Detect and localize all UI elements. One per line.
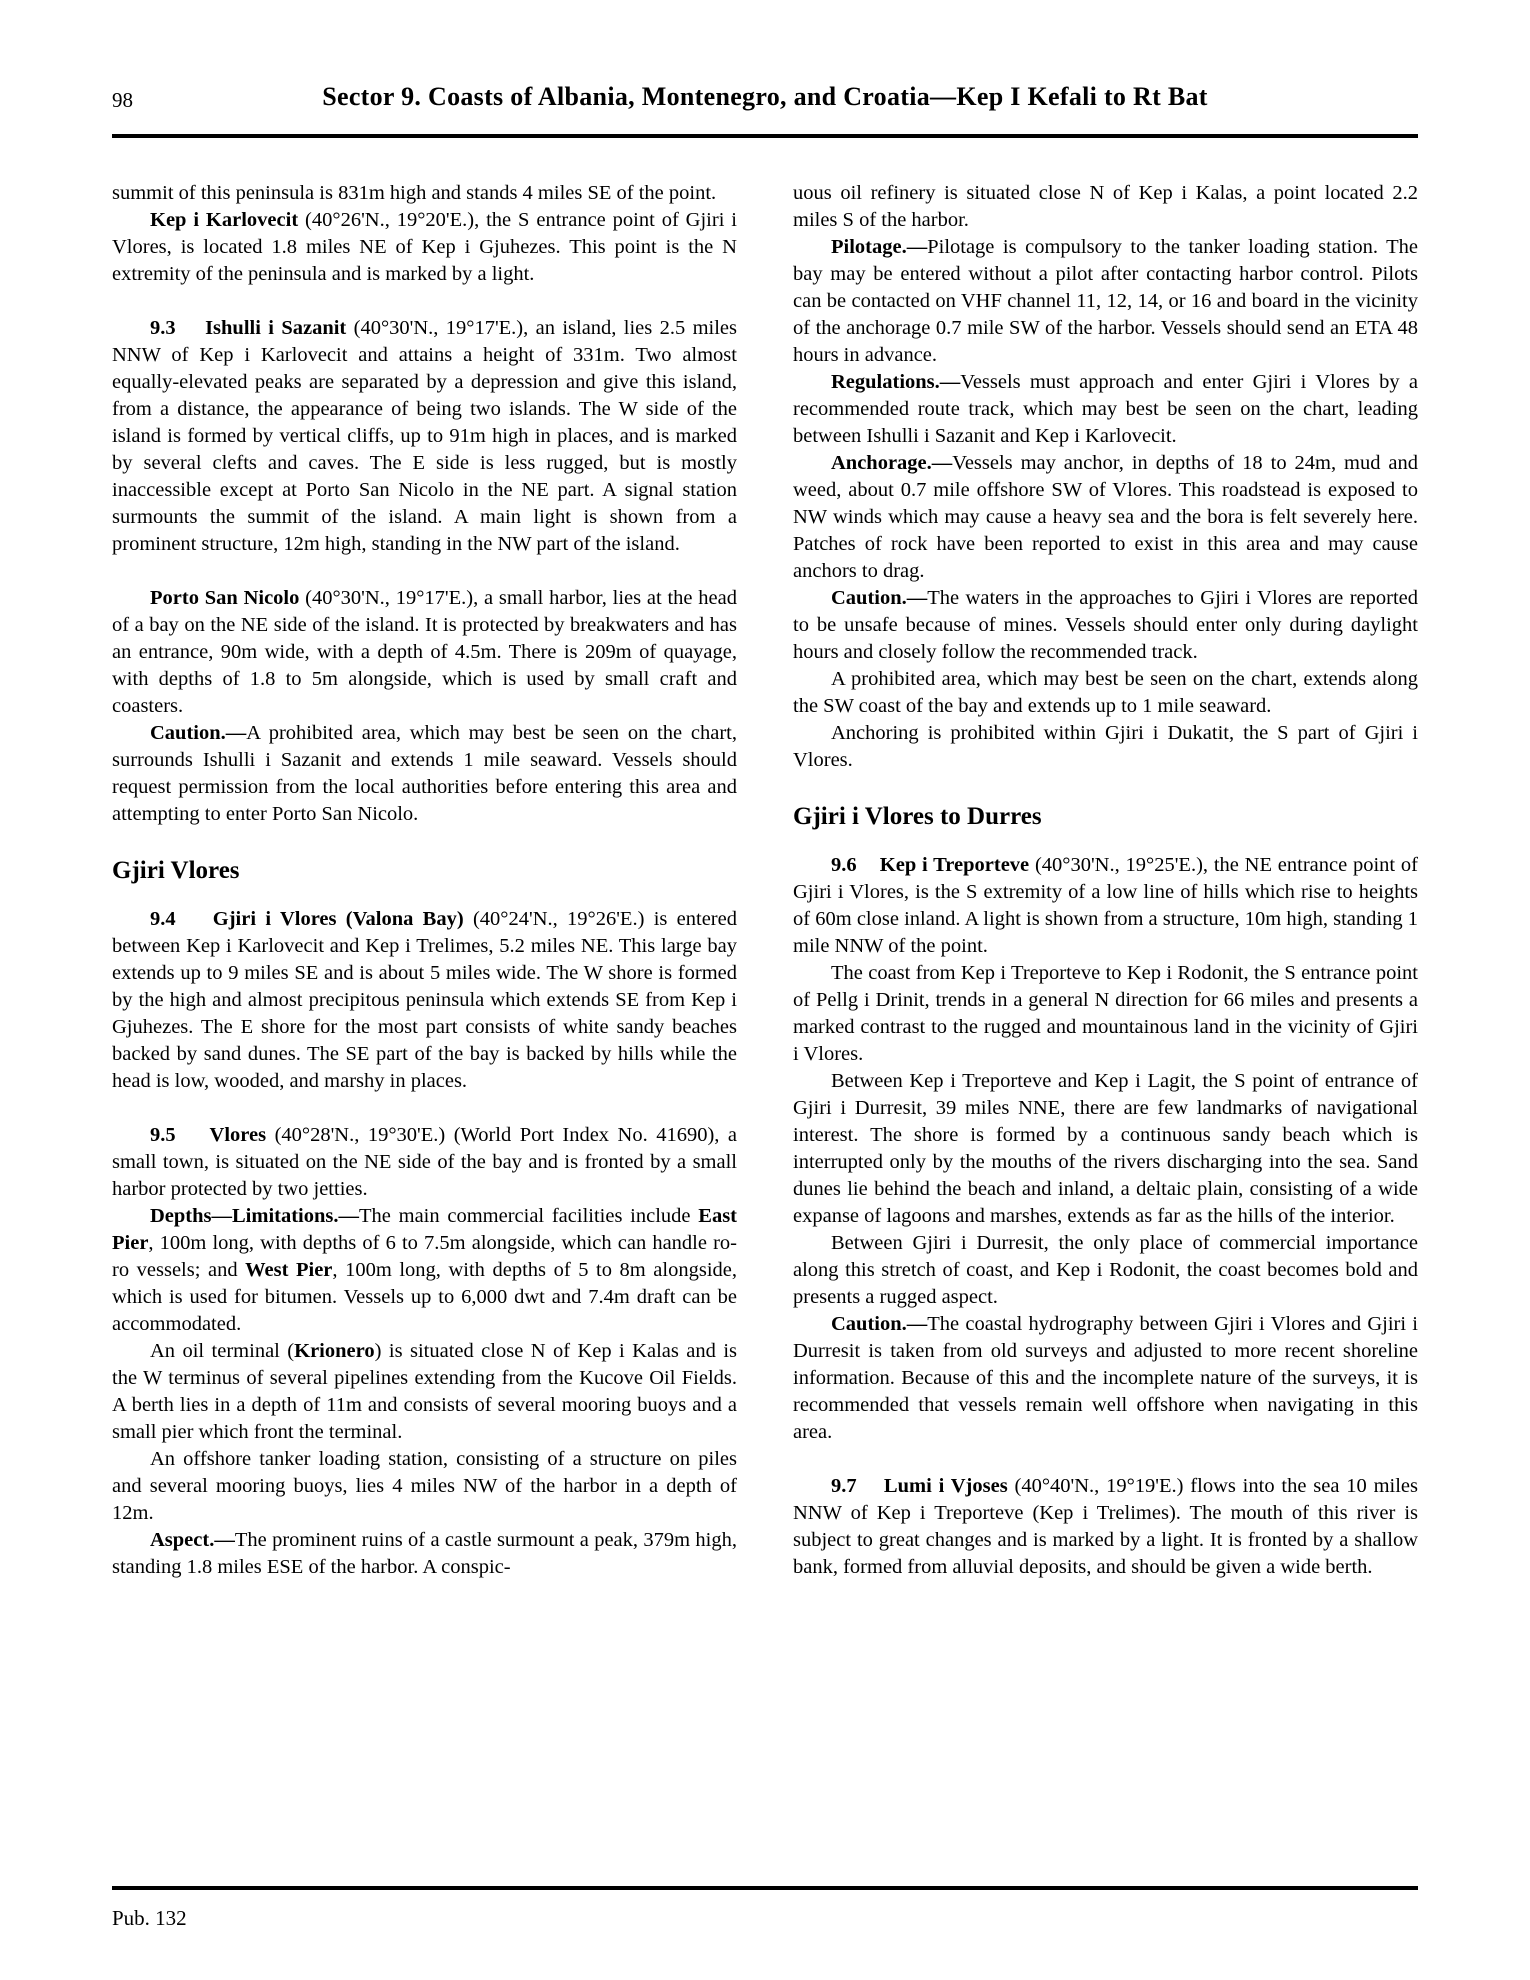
paragraph bbox=[793, 1068, 1418, 1230]
paragraph-text: (40°30'N., 19°17'E.), an island, lies 2.5 miles NNW of Kep i Karlovecit and attains a height of 331m. Two almost equally-elevated peaks are separated by a depression and give this island, from a distance, the appearance of being two islands. The W side of the island is formed by vertical cliffs, up to 91m high in places, and is marked by several clefts and caves. The E side is less rugged, but is mostly inaccessible except at Porto San Nicolo in the NE part. A signal station surmounts the summit of the island. A main light is shown from a prominent structure, 12m high, standing in the NW part of the island. bbox=[112, 317, 738, 555]
paragraph-text: Between Gjiri i Durresit, the only place of commercial importance along this stretch of coast, and Kep i Rodonit, the coast becomes bold and presents a rugged aspect. bbox=[793, 1232, 1418, 1308]
paragraph-text: A prohibited area, which may best be seen on the chart, extends along the SW coast of the bay and extends up to 1 mile seaward. bbox=[793, 668, 1418, 717]
paragraph-text: Between Kep i Treporteve and Kep i Lagit, the S point of entrance of Gjiri i Durresit, 39 miles NNE, there are few landmarks of navigational interest. The shore is formed by a continuous sandy beach which is interrupted only by the mouths of the rivers discharging into the sea. Sand dunes lie behind the beach and inland, a deltaic plain, consisting of a wide expanse of lagoons and marshes, extends as far as the hills of the interior. bbox=[793, 1070, 1418, 1227]
paragraph-lead-text: East Pier bbox=[112, 1205, 737, 1254]
footer-publication: Pub. 132 bbox=[112, 1906, 187, 1930]
paragraph-text: (40°30'N., 19°25'E.), the NE entrance point of Gjiri i Vlores, is the S extremity of a low line of hills which rise to heights of 60m close inland. A light is shown from a structure, 10m high, standing 1 mile NNW of the point. bbox=[793, 854, 1418, 957]
paragraph bbox=[793, 1311, 1418, 1446]
paragraph-text: (40°40'N., 19°19'E.) flows into the sea 10 miles NNW of Kep i Treporteve (Kep i Trelimes). The mouth of this river is subject to great changes and is marked by a light. It is fronted by a shallow bank, formed from alluvial deposits, and should be given a wide berth. bbox=[793, 1475, 1418, 1578]
paragraph bbox=[793, 720, 1418, 774]
paragraph bbox=[793, 369, 1418, 450]
paragraph-text: , 100m long, with depths of 5 to 8m alongside, which is used for bitumen. Vessels up to 6,000 dwt and 7.4m draft can be accommodated. bbox=[112, 1259, 737, 1335]
paragraph-lead-text: 9.7 Lumi i Vjoses bbox=[831, 1475, 1008, 1497]
paragraph-text: The coast from Kep i Treporteve to Kep i Rodonit, the S entrance point of Pellg i Drinit, trends in a general N direction for 66 miles and presents a marked contrast to the rugged and mountainous land in the vicinity of Gjiri i Vlores. bbox=[793, 962, 1418, 1065]
paragraph-lead-text: 9.4 Gjiri i Vlores (Valona Bay) bbox=[150, 908, 464, 930]
paragraph-lead-text: Krionero bbox=[294, 1340, 375, 1362]
paragraph bbox=[112, 315, 737, 558]
page-number: 98 bbox=[112, 88, 133, 112]
paragraph-text: (40°24'N., 19°26'E.) is entered between Kep i Karlovecit and Kep i Trelimes, 5.2 miles NE. This large bay extends up to 9 miles SE and is about 5 miles wide. The W shore is formed by the high and almost precipitous peninsula which extends SE from Kep i Gjuhezes. The E shore for the most part consists of white sandy beaches backed by sand dunes. The SE part of the bay is backed by hills while the head is low, wooded, and marshy in places. bbox=[112, 908, 737, 1092]
paragraph-text: An oil terminal ( bbox=[150, 1340, 295, 1362]
paragraph bbox=[112, 1122, 737, 1203]
section-heading: Gjiri i Vlores to Durres bbox=[793, 803, 1042, 830]
paragraph-lead-text: 9.3 Ishulli i Sazanit bbox=[150, 317, 347, 339]
paragraph-lead-text: Caution.— bbox=[831, 1313, 928, 1335]
paragraph bbox=[112, 1338, 737, 1446]
paragraph-lead-text: Porto San Nicolo bbox=[150, 587, 300, 609]
paragraph bbox=[112, 585, 737, 720]
paragraph-text: The main commercial facilities include bbox=[359, 1205, 699, 1227]
paragraph bbox=[112, 180, 737, 207]
paragraph bbox=[793, 666, 1418, 720]
paragraph-text: uous oil refinery is situated close N of Kep i Kalas, a point located 2.2 miles S of the harbor. bbox=[793, 182, 1418, 231]
header-divider bbox=[112, 134, 1418, 138]
paragraph-text: Pilotage is compulsory to the tanker loading station. The bay may be entered without a pilot after contacting harbor control. Pilots can be contacted on VHF channel 11, 12, 14, or 16 and board in the vicinity of the anchorage 0.7 mile SW of the harbor. Vessels should send an ETA 48 hours in advance. bbox=[793, 236, 1418, 366]
paragraph-text: Vessels may anchor, in depths of 18 to 24m, mud and weed, about 0.7 mile offshore SW of Vlores. This roadstead is exposed to NW winds which may cause a heavy sea and the bora is felt severely here. Patches of rock have been reported to exist in this area and may cause anchors to drag. bbox=[793, 452, 1418, 582]
section-heading: Gjiri Vlores bbox=[112, 857, 240, 884]
column-left bbox=[112, 180, 737, 1876]
paragraph-text: (40°30'N., 19°17'E.), a small harbor, lies at the head of a bay on the NE side of the island. It is protected by breakwaters and has an entrance, 90m wide, with a depth of 4.5m. There is 209m of quayage, with depths of 1.8 to 5m alongside, which is used by small craft and coasters. bbox=[112, 587, 738, 717]
paragraph bbox=[793, 960, 1418, 1068]
paragraph bbox=[793, 1473, 1418, 1581]
paragraph bbox=[793, 585, 1418, 666]
paragraph bbox=[112, 1527, 737, 1581]
paragraph-text: The prominent ruins of a castle surmount a peak, 379m high, standing 1.8 miles ESE of the harbor. A conspic- bbox=[112, 1529, 737, 1578]
paragraph bbox=[112, 1203, 737, 1338]
paragraph bbox=[112, 207, 737, 288]
column-right bbox=[793, 180, 1418, 1876]
paragraph-text: An offshore tanker loading station, consisting of a structure on piles and several mooring buoys, lies 4 miles NW of the harbor in a depth of 12m. bbox=[112, 1448, 737, 1524]
paragraph-text: (40°28'N., 19°30'E.) (World Port Index No. 41690), a small town, is situated on the NE side of the bay and is fronted by a small harbor protected by two jetties. bbox=[112, 1124, 737, 1200]
paragraph-text: The coastal hydrography between Gjiri i Vlores and Gjiri i Durresit is taken from old surveys and adjusted to more recent shoreline information. Because of this and the incomplete nature of the surveys, it is recommended that vessels remain well offshore when navigating in this area. bbox=[793, 1313, 1418, 1443]
paragraph-lead-text: Depths—Limitations.— bbox=[150, 1205, 360, 1227]
paragraph bbox=[793, 1230, 1418, 1311]
paragraph-text: (40°26'N., 19°20'E.), the S entrance point of Gjiri i Vlores, is located 1.8 miles NE of Kep i Gjuhezes. This point is the N extremity of the peninsula and is marked by a light. bbox=[112, 209, 737, 285]
paragraph-lead-text: 9.5 Vlores bbox=[150, 1124, 267, 1146]
paragraph-lead-text: Pilotage.— bbox=[831, 236, 928, 258]
paragraph bbox=[793, 234, 1418, 369]
paragraph-lead-text: Anchorage.— bbox=[831, 452, 953, 474]
text-columns bbox=[112, 180, 1418, 1876]
paragraph-lead-text: 9.6 Kep i Treporteve bbox=[831, 854, 1030, 876]
paragraph-text: The waters in the approaches to Gjiri i Vlores are reported to be unsafe because of mines. Vessels should enter only during daylight hours and closely follow the recommended track. bbox=[793, 587, 1418, 663]
footer-divider bbox=[112, 1886, 1418, 1890]
paragraph-lead-text: Caution.— bbox=[150, 722, 247, 744]
paragraph bbox=[112, 906, 737, 1095]
paragraph-lead-text: Aspect.— bbox=[150, 1529, 235, 1551]
paragraph-lead-text: West Pier bbox=[245, 1259, 333, 1281]
paragraph-lead-text: Regulations.— bbox=[831, 371, 961, 393]
paragraph bbox=[112, 1446, 737, 1527]
paragraph bbox=[793, 852, 1418, 960]
paragraph bbox=[793, 180, 1418, 234]
paragraph bbox=[793, 450, 1418, 585]
paragraph-text: ) is situated close N of Kep i Kalas and is the W terminus of several pipelines extending from the Kucove Oil Fields. A berth lies in a depth of 11m and consists of several mooring buoys and a small pier which front the terminal. bbox=[112, 1340, 737, 1443]
paragraph-text: summit of this peninsula is 831m high and stands 4 miles SE of the point. bbox=[112, 182, 717, 204]
paragraph-text: Vessels must approach and enter Gjiri i Vlores by a recommended route track, which may best be seen on the chart, leading between Ishulli i Sazanit and Kep i Karlovecit. bbox=[793, 371, 1418, 447]
paragraph-lead-text: Kep i Karlovecit bbox=[150, 209, 299, 231]
paragraph-text: , 100m long, with depths of 6 to 7.5m alongside, which can handle ro-ro vessels; and bbox=[112, 1232, 737, 1281]
paragraph-text: Anchoring is prohibited within Gjiri i Dukatit, the S part of Gjiri i Vlores. bbox=[793, 722, 1418, 771]
paragraph-lead-text: Caution.— bbox=[831, 587, 928, 609]
paragraph-text: A prohibited area, which may best be seen on the chart, surrounds Ishulli i Sazanit and extends 1 mile seaward. Vessels should request permission from the local authorities before entering this area and attempting to enter Porto San Nicolo. bbox=[112, 722, 737, 825]
page-title: Sector 9. Coasts of Albania, Montenegro, and Croatia—Kep I Kefali to Rt Bat bbox=[322, 82, 1208, 111]
paragraph bbox=[112, 720, 737, 828]
